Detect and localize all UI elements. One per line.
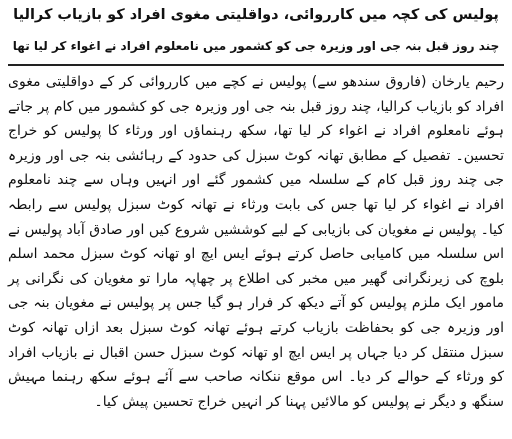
headline-sub: چند روز قبل بنہ جی اور وزیرہ جی کو کشمور میں نامعلوم افراد نے اغواء کر لیا تھا xyxy=(12,39,500,53)
headline-main: پولیس کی کچہ میں کارروائی، دواقلیتی مغوی افراد کو بازیاب کرالیا xyxy=(13,7,499,23)
article-body: رحیم یارخان (فاروق سندھو سے) پولیس نے کچے میں کارروائی کر کے دواقلیتی مغوی افراد کو بازیاب کرالیا، چند روز قبل بنہ جی اور وزیرہ جی کو کشمور میں کام پر جاتے ہوئے نامعلوم افراد نے اغواء کر لیا تھا، سکھ رہنماؤں اور ورثاء کا پولیس کو خراج تحسین۔ تفصیل کے مطابق تھانہ کوٹ سبزل کی حدود کے رہائشی بنہ جی اور وزیرہ جی چند روز قبل کام کے سلسلہ میں کشمور گئے اور انہیں وہاں سے چند نامعلوم افراد نے اغواء کر لیا تھا جس کی بابت ورثاء نے تھانہ کوٹ سبزل پولیس سے رابطہ کیا۔ پولیس نے مغویان کی بازیابی کے لیے کوششیں شروع کیں اور صادق آباد پولیس نے اس سلسلہ میں کامیابی حاصل کرتے ہوئے ایس ایچ او تھانہ کوٹ سبزل محمد اسلم بلوچ کی زیرنگرانی گھیر میں مخبر کی اطلاع پر چھاپہ مارا تو مغویان کی نگرانی پر مامور ایک ملزم پولیس کو آتے دیکھ کر فرار ہو گیا جس پر پولیس نے مغویان بنہ جی اور وزیرہ جی کو بحفاظت بازیاب کرتے ہوئے تھانہ کوٹ سبزل بعد ازاں تھانہ کوٹ سبزل منتقل کر دیا جہاں پر ایس ایچ او تھانہ کوٹ سبزل حسن اقبال نے بازیاب افراد کو ورثاء کے حوالے کر دیا۔ اس موقع ننکانہ صاحب سے آئے ہوئے سکھ رہنما مہیش سنگھ و دیگر نے پولیس کو مالائیں پہنا کر انہیں خراج تحسین پیش کیا۔ xyxy=(8,74,504,410)
headline-divider xyxy=(8,64,504,66)
